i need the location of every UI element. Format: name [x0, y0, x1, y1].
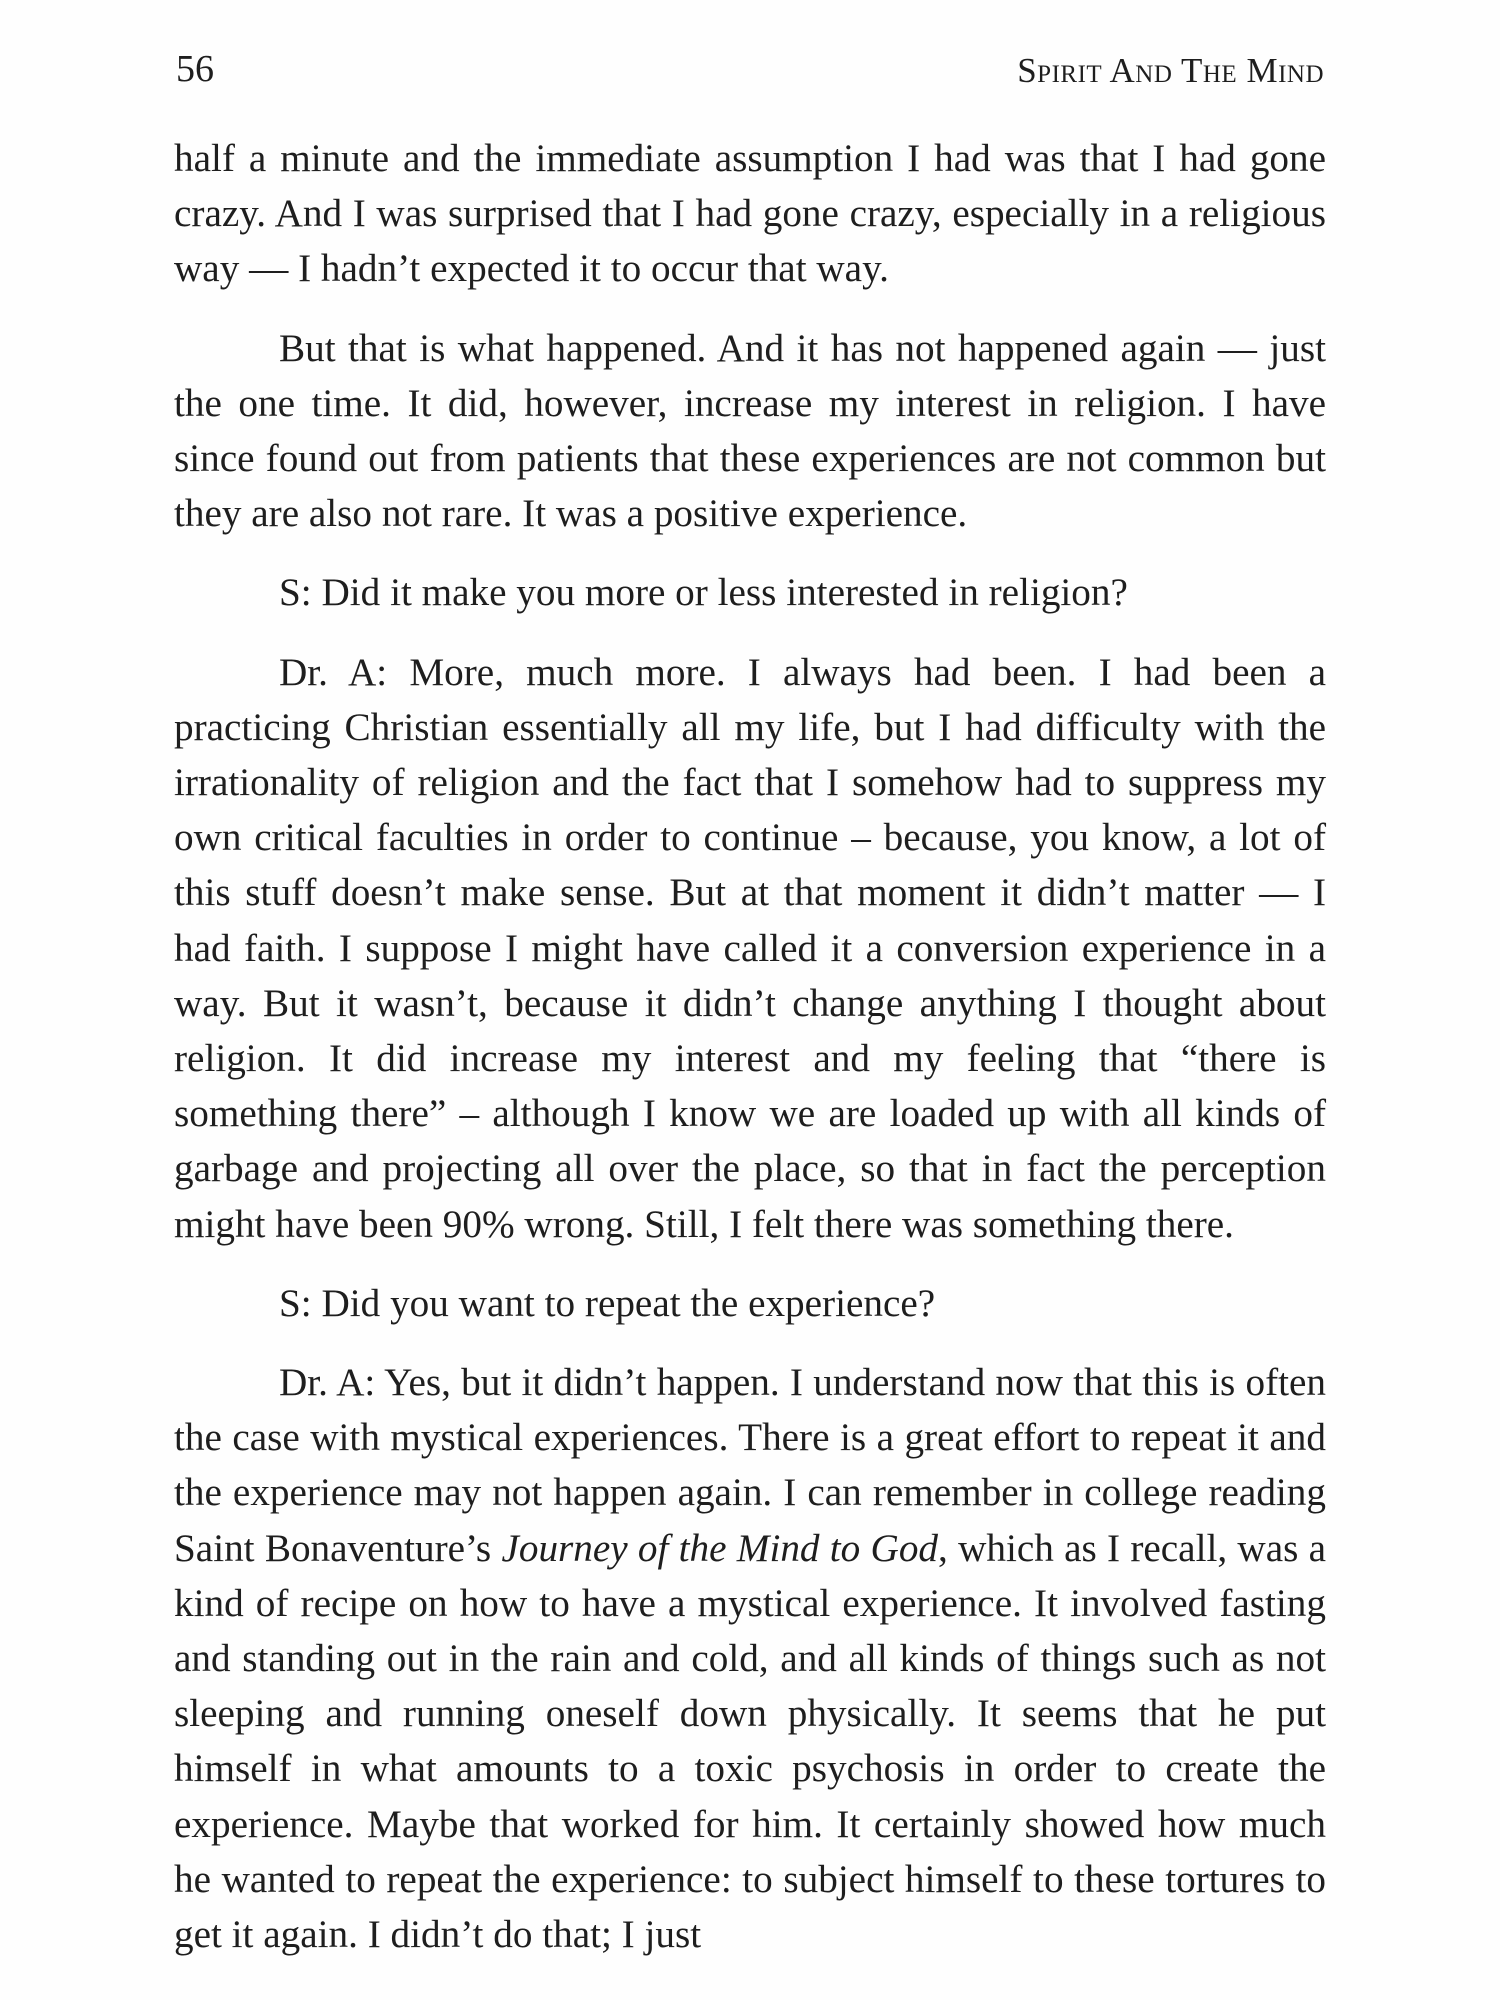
running-title: Spirit And The Mind: [1017, 51, 1324, 90]
body-text: [174, 131, 1326, 1986]
book-title: Journey of the Mind to God: [501, 1526, 939, 1570]
speaker-label: Dr. A:: [279, 1361, 376, 1405]
speaker-label: S:: [279, 571, 312, 615]
interview-question: [174, 565, 1326, 620]
answer-text: Yes, but it didn’t happen. I understand now that this is often the case with mystical experiences. There is a great effort to repeat it and the experience may not happen again. I can remember in college reading Saint Bonaventure’s: [174, 1361, 1327, 1570]
page-header: [176, 44, 1324, 94]
paragraph-text: half a minute and the immediate assumption I had was that I had gone crazy. And I was surprised that I had gone crazy, especially in a religious way — I hadn’t expected it to occur that way.: [174, 137, 1326, 291]
interview-answer: [174, 645, 1326, 1252]
interview-question: [174, 1276, 1326, 1331]
question-text: Did it make you more or less interested in religion?: [321, 571, 1128, 615]
paragraph-continuation: [174, 131, 1326, 297]
answer-text-continued: , which as I recall, was a kind of recipe on how to have a mystical experience. It involved fasting and standing out in the rain and cold, and all kinds of things such as not sleeping and running oneself down physically. It seems that he put himself in what amounts to a toxic psychosis in order to create the experience. Maybe that worked for him. It certainly showed how much he wanted to repeat the experience: to subject himself to these tortures to get it again. I didn’t do that; I just: [174, 1526, 1327, 1957]
answer-text: More, much more. I always had been. I had been a practicing Christian essentially all my life, but I had difficulty with the irrationality of religion and the fact that I somehow had to suppress my own critical faculties in order to continue – because, you know, a lot of this stuff doesn’t make sense. But at that moment it didn’t matter — I had faith. I suppose I might have called it a conversion experience in a way. But it wasn’t, because it didn’t change anything I thought about religion. It did increase my interest and my feeling that “there is something there” – although I know we are loaded up with all kinds of garbage and projecting all over the place, so that in fact the perception might have been 90% wrong. Still, I felt there was something there.: [174, 650, 1327, 1246]
speaker-label: Dr. A:: [279, 650, 388, 694]
page-number: 56: [176, 48, 214, 90]
question-text: Did you want to repeat the experience?: [321, 1281, 936, 1325]
paragraph: [174, 321, 1326, 542]
paragraph-text: But that is what happened. And it has not happened again — just the one time. It did, however, increase my interest in religion. I have since found out from patients that these experiences are not common but they are also not rare. It was a positive experience.: [174, 326, 1326, 536]
speaker-label: S:: [279, 1281, 312, 1325]
interview-answer: [174, 1355, 1326, 1962]
